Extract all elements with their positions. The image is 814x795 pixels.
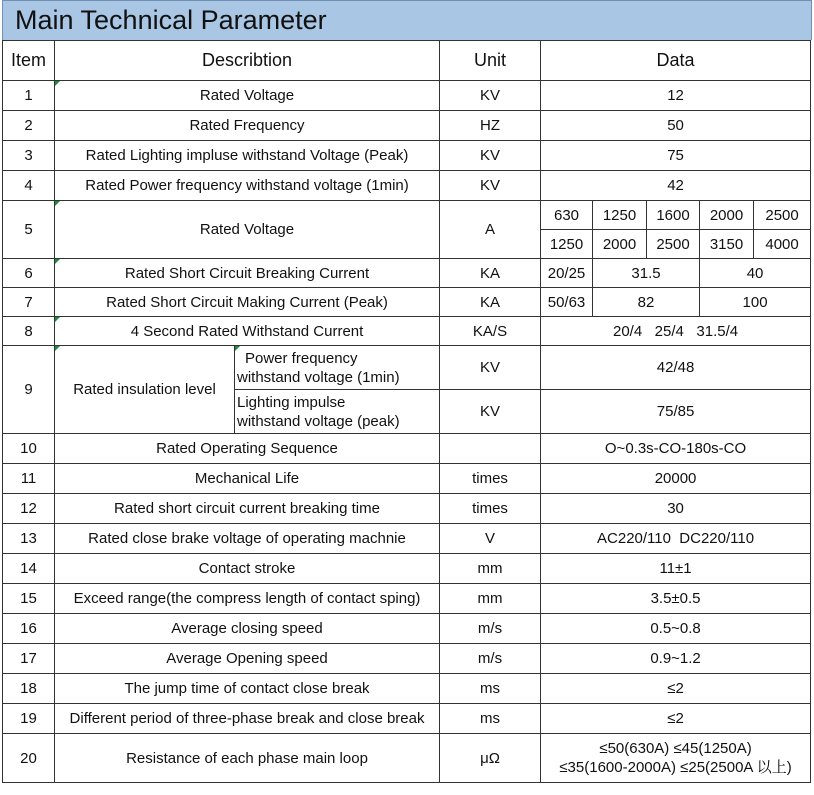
table-row	[3, 259, 811, 288]
table-row	[3, 614, 811, 644]
row-data: AC220/110 DC220/110	[541, 524, 811, 554]
row-data: 30	[541, 494, 811, 524]
row-data: 50	[541, 111, 811, 141]
row-unit: m/s	[440, 644, 541, 674]
row-unit: mm	[440, 554, 541, 584]
row-unit: KV	[440, 390, 541, 434]
row-item: 20	[3, 734, 55, 783]
row-data: 3.5±0.5	[541, 584, 811, 614]
resistance-line: ≤35(1600-2000A) ≤25(2500A 以上)	[559, 759, 792, 776]
row-description: Mechanical Life	[55, 464, 440, 494]
row-description: Rated Lighting impluse withstand Voltage (Peak)	[55, 141, 440, 171]
current-value: 2000	[593, 230, 647, 259]
table-row	[3, 201, 811, 230]
table-row	[3, 584, 811, 614]
table-row	[3, 674, 811, 704]
row-data: 31.5	[593, 259, 700, 288]
row-item: 8	[3, 317, 55, 346]
row-unit: A	[440, 201, 541, 259]
table-row	[3, 704, 811, 734]
current-value: 1250	[541, 230, 593, 259]
current-value: 1600	[647, 201, 700, 230]
row-data: 0.9~1.2	[541, 644, 811, 674]
row-unit: times	[440, 494, 541, 524]
row-description: Rated Frequency	[55, 111, 440, 141]
table-row	[3, 524, 811, 554]
row-data: 12	[541, 81, 811, 111]
current-value: 1250	[593, 201, 647, 230]
row-item: 18	[3, 674, 55, 704]
row-item: 19	[3, 704, 55, 734]
row-item: 1	[3, 81, 55, 111]
parameter-table	[2, 40, 811, 783]
row-item: 17	[3, 644, 55, 674]
row-unit: KV	[440, 346, 541, 390]
row-unit: KA	[440, 288, 541, 317]
table-row	[3, 81, 811, 111]
table-row	[3, 554, 811, 584]
sub-label-line: Power frequency	[245, 349, 358, 367]
row-unit: V	[440, 524, 541, 554]
row-description: Rated Operating Sequence	[55, 434, 440, 464]
current-value: 2500	[754, 201, 811, 230]
row-data: 42/48	[541, 346, 811, 390]
row-unit: HZ	[440, 111, 541, 141]
row-unit: KV	[440, 81, 541, 111]
table-row	[3, 171, 811, 201]
row-unit: KV	[440, 141, 541, 171]
table-row	[3, 346, 811, 390]
current-value: 2500	[647, 230, 700, 259]
table-row	[3, 141, 811, 171]
row-item: 2	[3, 111, 55, 141]
sub-label-line: withstand voltage (peak)	[237, 412, 400, 430]
row-item: 10	[3, 434, 55, 464]
current-value: 3150	[700, 230, 754, 259]
row-item: 3	[3, 141, 55, 171]
row-description: Rated Short Circuit Making Current (Peak)	[55, 288, 440, 317]
row-data: 75/85	[541, 390, 811, 434]
row-data: 40	[700, 259, 811, 288]
row-description: Rated Short Circuit Breaking Current	[55, 259, 440, 288]
row-description: Average closing speed	[55, 614, 440, 644]
row-unit	[440, 434, 541, 464]
table-row	[3, 734, 811, 783]
table-row	[3, 111, 811, 141]
insulation-sub-label	[235, 390, 440, 434]
sheet-title: Main Technical Parameter	[2, 0, 812, 40]
row-description: Rated Voltage	[55, 81, 440, 111]
row-item: 13	[3, 524, 55, 554]
row-description: The jump time of contact close break	[55, 674, 440, 704]
sub-label-line: withstand voltage (1min)	[237, 368, 400, 386]
current-value: 630	[541, 201, 593, 230]
parameter-sheet	[2, 0, 812, 783]
header-item: Item	[3, 41, 55, 81]
row-item: 15	[3, 584, 55, 614]
resistance-line: ≤50(630A) ≤45(1250A)	[599, 740, 752, 757]
row-data: 75	[541, 141, 811, 171]
row-data	[541, 734, 811, 783]
row-description: Rated Power frequency withstand voltage (1min)	[55, 171, 440, 201]
row-item: 14	[3, 554, 55, 584]
row-unit: KA	[440, 259, 541, 288]
row-description: Rated Voltage	[55, 201, 440, 259]
row-description: 4 Second Rated Withstand Current	[55, 317, 440, 346]
row-description: Contact stroke	[55, 554, 440, 584]
table-row	[3, 644, 811, 674]
row-description: Rated short circuit current breaking time	[55, 494, 440, 524]
row-description: Rated insulation level	[55, 346, 235, 434]
row-unit: μΩ	[440, 734, 541, 783]
row-data: ≤2	[541, 704, 811, 734]
row-data: 42	[541, 171, 811, 201]
row-data: 20/25	[541, 259, 593, 288]
table-row	[3, 494, 811, 524]
row-unit: KA/S	[440, 317, 541, 346]
row-description: Rated close brake voltage of operating machnie	[55, 524, 440, 554]
row-description: Resistance of each phase main loop	[55, 734, 440, 783]
row-unit: mm	[440, 584, 541, 614]
row-data: 20/4 25/4 31.5/4	[541, 317, 811, 346]
row-description: Average Opening speed	[55, 644, 440, 674]
row-data: O~0.3s-CO-180s-CO	[541, 434, 811, 464]
row-unit: ms	[440, 704, 541, 734]
row-unit: ms	[440, 674, 541, 704]
current-value: 2000	[700, 201, 754, 230]
row-data: 100	[700, 288, 811, 317]
header-data: Data	[541, 41, 811, 81]
row-item: 9	[3, 346, 55, 434]
row-unit: times	[440, 464, 541, 494]
row-item: 11	[3, 464, 55, 494]
row-data: ≤2	[541, 674, 811, 704]
sub-label-line: Lighting impulse	[237, 393, 346, 411]
table-row	[3, 464, 811, 494]
current-value: 4000	[754, 230, 811, 259]
header-description: Describtion	[55, 41, 440, 81]
row-item: 16	[3, 614, 55, 644]
header-unit: Unit	[440, 41, 541, 81]
row-item: 5	[3, 201, 55, 259]
row-data: 0.5~0.8	[541, 614, 811, 644]
header-row	[3, 41, 811, 81]
row-data: 11±1	[541, 554, 811, 584]
insulation-sub-label	[235, 346, 440, 390]
table-row	[3, 434, 811, 464]
row-item: 12	[3, 494, 55, 524]
row-data: 20000	[541, 464, 811, 494]
row-data: 82	[593, 288, 700, 317]
row-data: 50/63	[541, 288, 593, 317]
row-item: 7	[3, 288, 55, 317]
row-description: Exceed range(the compress length of contact sping)	[55, 584, 440, 614]
row-item: 6	[3, 259, 55, 288]
table-row	[3, 288, 811, 317]
row-unit: m/s	[440, 614, 541, 644]
table-row	[3, 317, 811, 346]
row-item: 4	[3, 171, 55, 201]
row-description: Different period of three-phase break and close break	[55, 704, 440, 734]
row-unit: KV	[440, 171, 541, 201]
